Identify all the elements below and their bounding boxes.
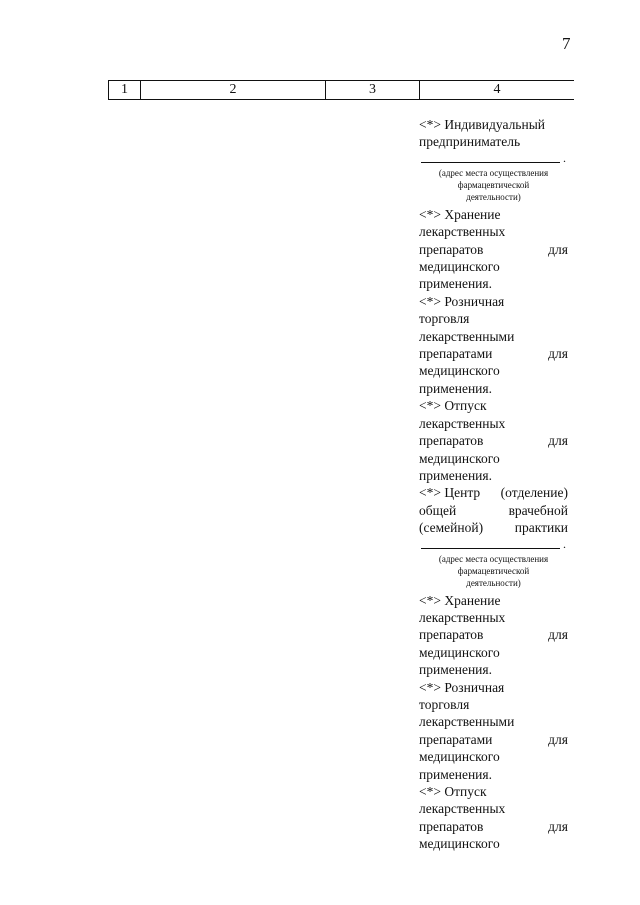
center-line-2: общей врачебной <box>419 502 568 518</box>
storage-1-line-1: <*> Хранение <box>419 206 501 222</box>
storage-2-line-5: применения. <box>419 662 492 678</box>
table-header-cell-3: 3 <box>326 81 420 99</box>
retail-1-line-3: лекарственными <box>419 328 515 344</box>
address-note-1: (адрес места осуществления фармацевтической деятельности) <box>438 167 549 202</box>
retail-2-line-2: торговля <box>419 696 470 712</box>
storage-2-line-3: препаратов для <box>419 627 568 643</box>
retail-1-line-1: <*> Розничная <box>419 293 505 309</box>
entrepreneur-line-2: предприниматель <box>419 134 521 150</box>
blank-dot: . <box>563 151 566 166</box>
retail-1-line-6: применения. <box>419 380 492 396</box>
storage-1-line-4: медицинского <box>419 259 500 275</box>
storage-2-line-4: медицинского <box>419 644 500 660</box>
blank-address-field-2 <box>419 537 568 551</box>
retail-1-line-5: медицинского <box>419 363 500 379</box>
page-number: 7 <box>562 34 571 53</box>
retail-2-line-6: применения. <box>419 766 492 782</box>
dispense-2-line-1: <*> Отпуск <box>419 784 487 799</box>
table-header-cell-1: 1 <box>108 81 141 99</box>
storage-2-line-2: лекарственных <box>419 609 506 625</box>
storage-2-line-1: <*> Хранение <box>419 592 501 608</box>
retail-2-line-5: медицинского <box>419 749 500 765</box>
entrepreneur-line-1: <*> Индивидуальный <box>419 117 545 132</box>
retail-2-line-1: <*> Розничная <box>419 679 505 695</box>
dispense-1-line-1: <*> Отпуск <box>419 398 487 414</box>
dispense-1-line-3: препаратов для <box>419 433 568 449</box>
center-line-1: <*> Центр (отделение) <box>419 485 568 501</box>
dispense-1-line-4: медицинского <box>419 450 500 466</box>
blank-address-field-1 <box>419 151 568 165</box>
dispense-2-line-3: препаратов для <box>419 818 568 834</box>
retail-1-line-4: препаратами для <box>419 346 568 362</box>
address-note-2: (адрес места осуществления фармацевтической деятельности) <box>438 553 549 588</box>
dispense-1-line-5: применения. <box>419 467 492 483</box>
storage-1-line-5: применения. <box>419 276 492 292</box>
dispense-2-line-4: медицинского <box>419 836 500 852</box>
table-header-row <box>108 80 574 100</box>
storage-1-line-3: препаратов для <box>419 241 568 257</box>
column-4-content <box>419 116 568 853</box>
retail-2-line-4: препаратами для <box>419 731 568 747</box>
table-header-cell-2: 2 <box>141 81 326 99</box>
retail-1-line-2: торговля <box>419 311 470 327</box>
dispense-1-line-2: лекарственных <box>419 415 506 431</box>
table-header-cell-4: 4 <box>493 82 501 97</box>
storage-1-line-2: лекарственных <box>419 224 506 240</box>
dispense-2-line-2: лекарственных <box>419 801 506 817</box>
blank-dot: . <box>563 537 566 552</box>
retail-2-line-3: лекарственными <box>419 714 515 730</box>
center-line-3: (семейной) практики <box>419 520 568 536</box>
